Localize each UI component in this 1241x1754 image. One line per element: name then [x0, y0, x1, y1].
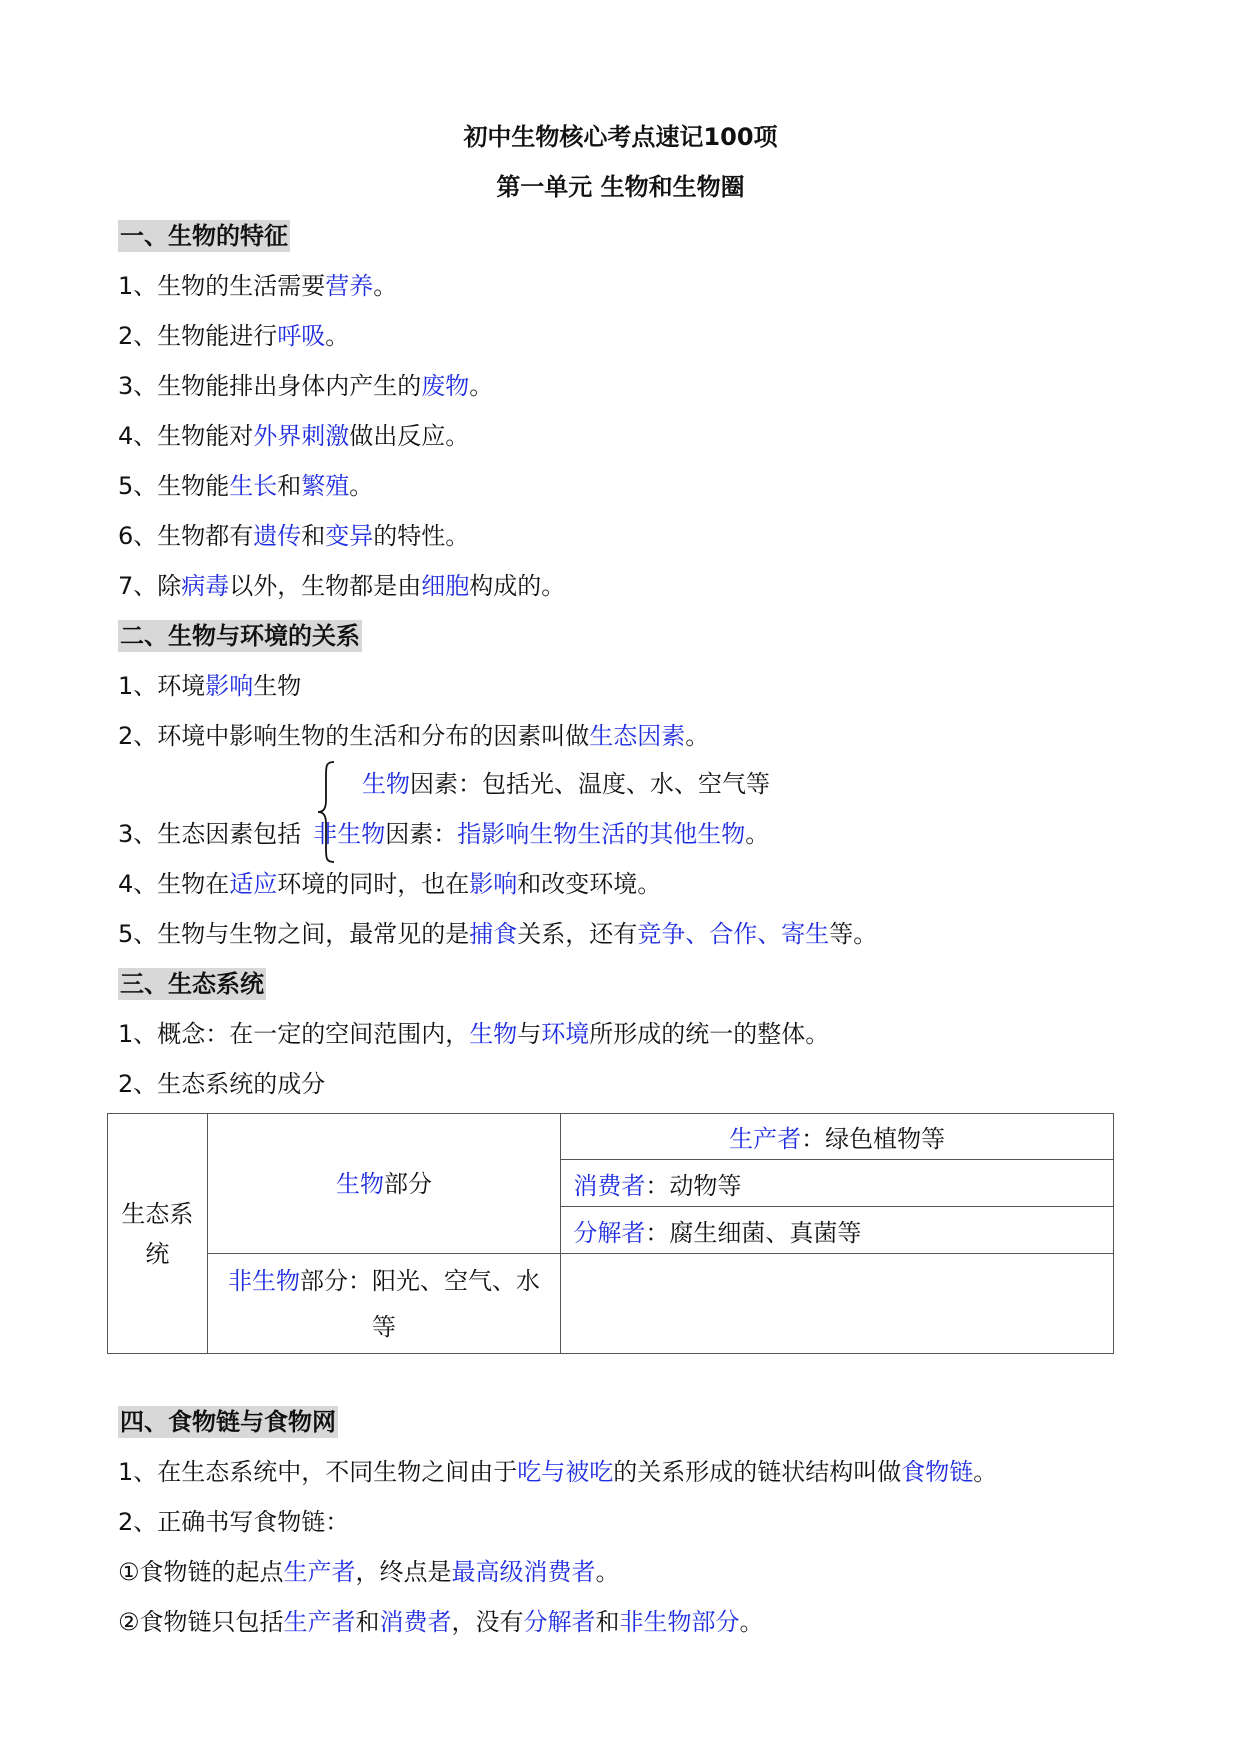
- table-cell-biotic: 生物部分: [207, 1114, 561, 1254]
- table-cell-abiotic: 非生物部分：阳光、空气、水等: [207, 1254, 561, 1354]
- list-item: 4、生物在适应环境的同时，也在影响和改变环境。: [118, 870, 662, 898]
- list-item: 1、环境影响生物: [118, 672, 302, 700]
- list-item: 5、生物能生长和繁殖。: [118, 472, 374, 500]
- table-cell-root: 生态系统: [108, 1114, 208, 1354]
- list-item: 1、在生态系统中，不同生物之间由于吃与被吃的关系形成的链状结构叫做食物链。: [118, 1458, 998, 1486]
- section-heading-2: 二、生物与环境的关系: [120, 622, 360, 650]
- list-item: ②食物链只包括生产者和消费者，没有分解者和非生物部分。: [118, 1608, 764, 1636]
- list-item: 6、生物都有遗传和变异的特性。: [118, 522, 470, 550]
- table-cell-empty: [561, 1254, 1114, 1354]
- document-title: 初中生物核心考点速记100项: [463, 123, 778, 151]
- list-item: 3、生态因素包括 非生物因素：指影响生物生活的其他生物。: [118, 820, 770, 848]
- section-heading-3: 三、生态系统: [120, 970, 264, 998]
- section-heading-1: 一、生物的特征: [120, 222, 288, 250]
- list-item: 7、除病毒以外，生物都是由细胞构成的。: [118, 572, 566, 600]
- list-item: 1、概念：在一定的空间范围内，生物与环境所形成的统一的整体。: [118, 1020, 830, 1048]
- unit-title: 第一单元 生物和生物圈: [496, 173, 745, 201]
- biotic-factor-line: 生物因素：包括光、温度、水、空气等: [362, 770, 770, 798]
- section-heading-4: 四、食物链与食物网: [120, 1408, 336, 1436]
- list-item: 2、生态系统的成分: [118, 1070, 326, 1098]
- table-cell-producer: 生产者：绿色植物等: [561, 1114, 1114, 1160]
- list-item: 2、生物能进行呼吸。: [118, 322, 350, 350]
- list-item: 3、生物能排出身体内产生的废物。: [118, 372, 494, 400]
- table-cell-consumer: 消费者：动物等: [561, 1160, 1114, 1207]
- list-item: 2、环境中影响生物的生活和分布的因素叫做生态因素。: [118, 722, 710, 750]
- list-item: 4、生物能对外界刺激做出反应。: [118, 422, 470, 450]
- list-item: 2、正确书写食物链：: [118, 1508, 350, 1536]
- list-item: 5、生物与生物之间，最常见的是捕食关系，还有竞争、合作、寄生等。: [118, 920, 878, 948]
- ecosystem-table: [107, 1113, 1114, 1354]
- table-cell-decomposer: 分解者：腐生细菌、真菌等: [561, 1207, 1114, 1254]
- list-item: 1、生物的生活需要营养。: [118, 272, 398, 300]
- list-item: ①食物链的起点生产者，终点是最高级消费者。: [118, 1558, 620, 1586]
